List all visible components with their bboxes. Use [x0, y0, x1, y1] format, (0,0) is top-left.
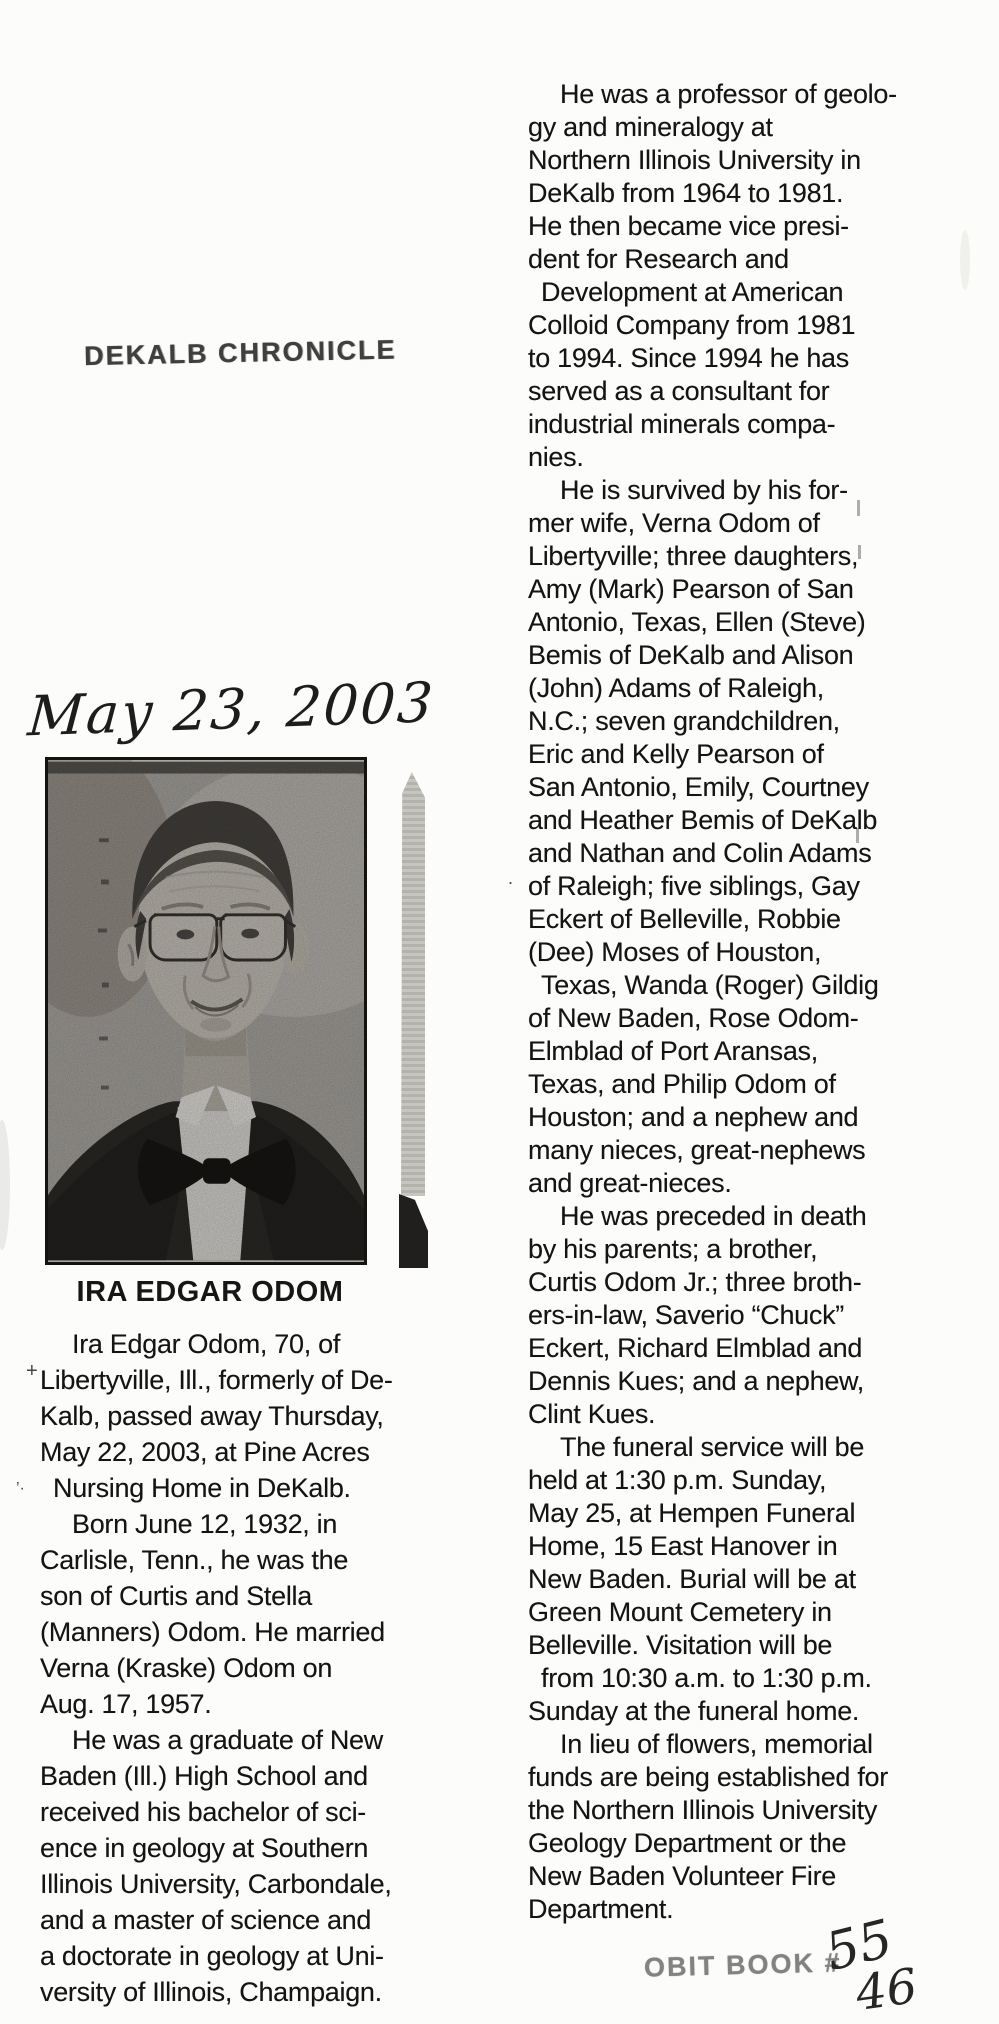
text-line: Development at American: [541, 277, 844, 307]
text-line: Geology Department or the: [528, 1828, 847, 1858]
text-line: Nursing Home in DeKalb.: [53, 1473, 351, 1503]
text-line: He was a graduate of New: [72, 1725, 383, 1755]
publication-stamp: DEKALB CHRONICLE: [83, 334, 397, 372]
text-line: He is survived by his for-: [560, 475, 848, 505]
text-line: New Baden. Burial will be at: [528, 1564, 856, 1594]
text-line: of Raleigh; five siblings, Gay: [528, 871, 860, 901]
obituary-title: IRA EDGAR ODOM: [76, 1276, 344, 1308]
text-line: (John) Adams of Raleigh,: [528, 673, 824, 703]
text-line: May 22, 2003, at Pine Acres: [40, 1437, 370, 1467]
text-line: Green Mount Cemetery in: [528, 1597, 832, 1627]
text-line: He then became vice presi-: [528, 211, 849, 241]
text-line: Clint Kues.: [528, 1399, 656, 1429]
text-line: Department.: [528, 1894, 674, 1924]
portrait-illustration: [48, 760, 364, 1262]
text-line: Northern Illinois University in: [528, 145, 861, 175]
text-line: Ira Edgar Odom, 70, of: [72, 1329, 341, 1359]
text-line: and Heather Bemis of DeKalb: [528, 805, 878, 835]
text-line: New Baden Volunteer Fire: [528, 1861, 836, 1891]
clipping-edge-wedge: [399, 1194, 428, 1268]
text-line: from 10:30 a.m. to 1:30 p.m.: [541, 1663, 872, 1693]
text-line: Colloid Company from 1981: [528, 310, 856, 340]
ink-speck: .: [508, 868, 514, 888]
text-line: and Nathan and Colin Adams: [528, 838, 872, 868]
text-line: San Antonio, Emily, Courtney: [528, 772, 869, 802]
text-line: to 1994. Since 1994 he has: [528, 343, 849, 373]
text-line: Antonio, Texas, Ellen (Steve): [528, 607, 866, 637]
handwritten-date: May 23, 2003: [25, 669, 437, 749]
obituary-left-column: [40, 1326, 440, 2010]
text-line: May 25, at Hempen Funeral: [528, 1498, 856, 1528]
obit-book-stamp: OBIT BOOK #: [643, 1947, 842, 1983]
text-line: ence in geology at Southern: [40, 1833, 369, 1863]
text-line: Eckert, Richard Elmblad and: [528, 1333, 863, 1363]
text-line: Dennis Kues; and a nephew,: [528, 1366, 864, 1396]
text-line: Elmblad of Port Aransas,: [528, 1036, 818, 1066]
text-line: and great-nieces.: [528, 1168, 732, 1198]
text-line: In lieu of flowers, memorial: [560, 1729, 873, 1759]
text-line: He was a professor of geolo-: [560, 79, 897, 109]
text-line: versity of Illinois, Champaign.: [40, 1977, 382, 2007]
text-line: many nieces, great-nephews: [528, 1135, 866, 1165]
text-line: Libertyville, Ill., formerly of De-: [40, 1365, 393, 1395]
text-line: He was preceded in death: [560, 1201, 867, 1231]
text-line: Houston; and a nephew and: [528, 1102, 859, 1132]
text-line: by his parents; a brother,: [528, 1234, 818, 1264]
text-line: Kalb, passed away Thursday,: [40, 1401, 384, 1431]
text-line: nies.: [528, 442, 584, 472]
text-line: of New Baden, Rose Odom-: [528, 1003, 859, 1033]
text-line: mer wife, Verna Odom of: [528, 508, 820, 538]
text-line: held at 1:30 p.m. Sunday,: [528, 1465, 827, 1495]
text-line: funds are being established for: [528, 1762, 888, 1792]
text-line: Curtis Odom Jr.; three broth-: [528, 1267, 862, 1297]
text-line: The funeral service will be: [560, 1432, 865, 1462]
text-line: dent for Research and: [528, 244, 789, 274]
text-line: Amy (Mark) Pearson of San: [528, 574, 854, 604]
obit-book-number-46: 46: [852, 1958, 921, 2022]
portrait-photo: [45, 757, 367, 1265]
text-line: Belleville. Visitation will be: [528, 1630, 833, 1660]
text-line: industrial minerals compa-: [528, 409, 836, 439]
clipping-edge-shadow: [401, 772, 425, 1196]
text-line: received his bachelor of sci-: [40, 1797, 366, 1827]
text-line: Illinois University, Carbondale,: [40, 1869, 392, 1899]
text-line: Texas, and Philip Odom of: [528, 1069, 836, 1099]
text-line: a doctorate in geology at Uni-: [40, 1941, 384, 1971]
text-line: N.C.; seven grandchildren,: [528, 706, 840, 736]
text-line: Verna (Kraske) Odom on: [40, 1653, 333, 1683]
text-line: Home, 15 East Hanover in: [528, 1531, 838, 1561]
text-line: served as a consultant for: [528, 376, 830, 406]
text-line: son of Curtis and Stella: [40, 1581, 312, 1611]
text-line: Aug. 17, 1957.: [40, 1689, 212, 1719]
text-line: Baden (Ill.) High School and: [40, 1761, 368, 1791]
ink-speck: ’·: [16, 1480, 25, 1497]
text-line: and a master of science and: [40, 1905, 372, 1935]
text-line: Eric and Kelly Pearson of: [528, 739, 824, 769]
text-line: (Manners) Odom. He married: [40, 1617, 385, 1647]
text-line: Libertyville; three daughters,: [528, 541, 859, 571]
obit-book-number-55: 55: [819, 1908, 899, 1984]
ink-speck: +: [26, 1360, 38, 1382]
text-line: Texas, Wanda (Roger) Gildig: [541, 970, 879, 1000]
text-line: Born June 12, 1932, in: [72, 1509, 338, 1539]
text-line: gy and mineralogy at: [528, 112, 773, 142]
text-line: (Dee) Moses of Houston,: [528, 937, 822, 967]
text-line: Eckert of Belleville, Robbie: [528, 904, 841, 934]
scan-smudge: [0, 1120, 10, 1250]
text-line: DeKalb from 1964 to 1981.: [528, 178, 844, 208]
text-line: the Northern Illinois University: [528, 1795, 878, 1825]
text-line: Sunday at the funeral home.: [528, 1696, 860, 1726]
text-line: ers-in-law, Saverio “Chuck”: [528, 1300, 844, 1330]
text-line: Carlisle, Tenn., he was the: [40, 1545, 349, 1575]
text-line: Bemis of DeKalb and Alison: [528, 640, 854, 670]
obituary-right-column: [528, 78, 897, 1926]
scan-smudge: [960, 230, 970, 290]
